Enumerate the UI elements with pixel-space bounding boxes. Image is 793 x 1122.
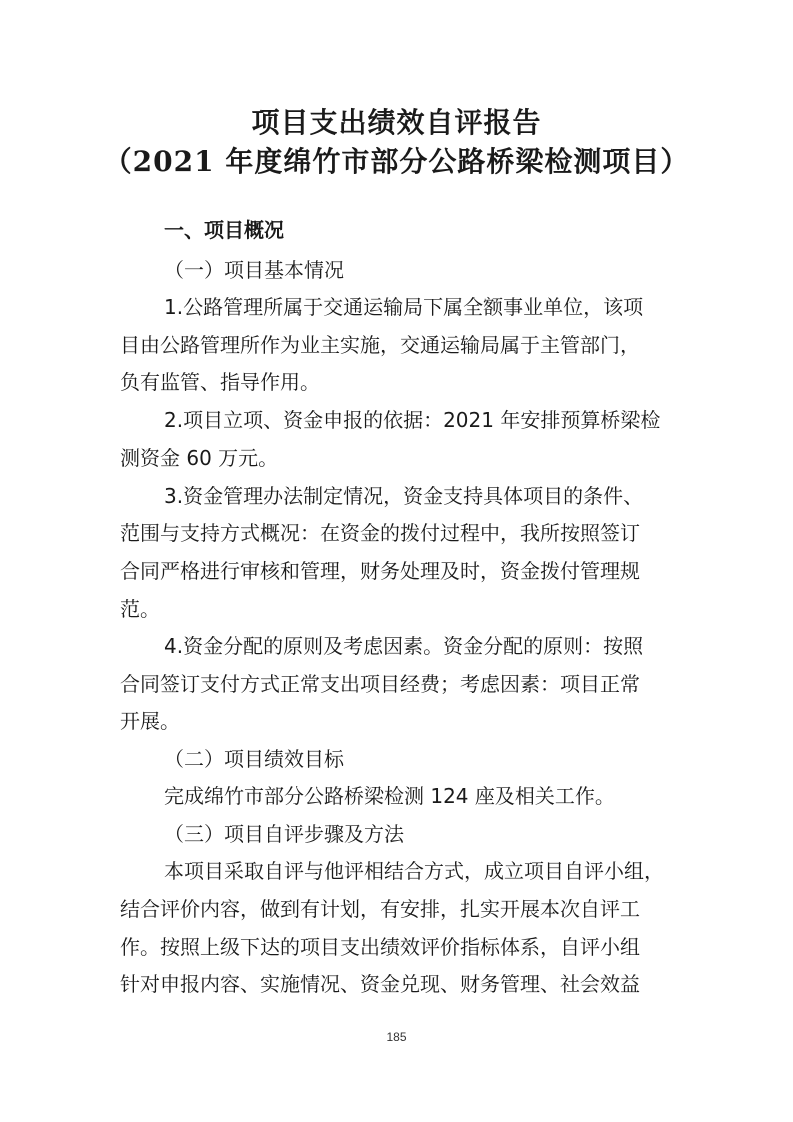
paragraph-line: 测资金 60 万元。 xyxy=(120,446,279,470)
document-subtitle: （2021 年度绵竹市部分公路桥梁检测项目） xyxy=(103,145,690,178)
paragraph-line: 3.资金管理办法制定情况，资金支持具体项目的条件、 xyxy=(164,484,644,508)
paragraph-line: 负有监管、指导作用。 xyxy=(120,370,320,394)
paragraph-line: 针对申报内容、实施情况、资金兑现、财务管理、社会效益 xyxy=(120,972,640,996)
paragraph-line: 完成绵竹市部分公路桥梁检测 124 座及相关工作。 xyxy=(164,784,615,808)
paragraph-line: 范。 xyxy=(120,597,160,621)
paragraph-line: 开展。 xyxy=(120,709,180,733)
paragraph-line: 4.资金分配的原则及考虑因素。资金分配的原则：按照 xyxy=(164,634,644,658)
paragraph-line: 2.项目立项、资金申报的依据：2021 年安排预算桥梁检 xyxy=(164,408,661,432)
subsection-heading-self-eval-method: （三）项目自评步骤及方法 xyxy=(164,822,404,846)
paragraph-line: 合同签订支付方式正常支出项目经费；考虑因素：项目正常 xyxy=(120,672,640,696)
paragraph-line: 本项目采取自评与他评相结合方式，成立项目自评小组， xyxy=(164,859,664,883)
document-title: 项目支出绩效自评报告 xyxy=(251,106,542,139)
paragraph-line: 1.公路管理所属于交通运输局下属全额事业单位，该项 xyxy=(164,295,644,319)
paragraph-line: 目由公路管理所作为业主实施，交通运输局属于主管部门， xyxy=(120,333,640,357)
paragraph-line: 范围与支持方式概况：在资金的拨付过程中，我所按照签订 xyxy=(120,521,640,545)
subsection-heading-basic-info: （一）项目基本情况 xyxy=(164,258,344,282)
section-heading-project-overview: 一、项目概况 xyxy=(164,218,284,242)
paragraph-line: 结合评价内容，做到有计划，有安排，扎实开展本次自评工 xyxy=(120,897,640,921)
subsection-heading-performance-goals: （二）项目绩效目标 xyxy=(164,747,344,771)
paragraph-line: 作。按照上级下达的项目支出绩效评价指标体系，自评小组 xyxy=(120,935,640,959)
paragraph-line: 合同严格进行审核和管理，财务处理及时，资金拨付管理规 xyxy=(120,559,640,583)
page-number: 185 xyxy=(386,1030,407,1044)
